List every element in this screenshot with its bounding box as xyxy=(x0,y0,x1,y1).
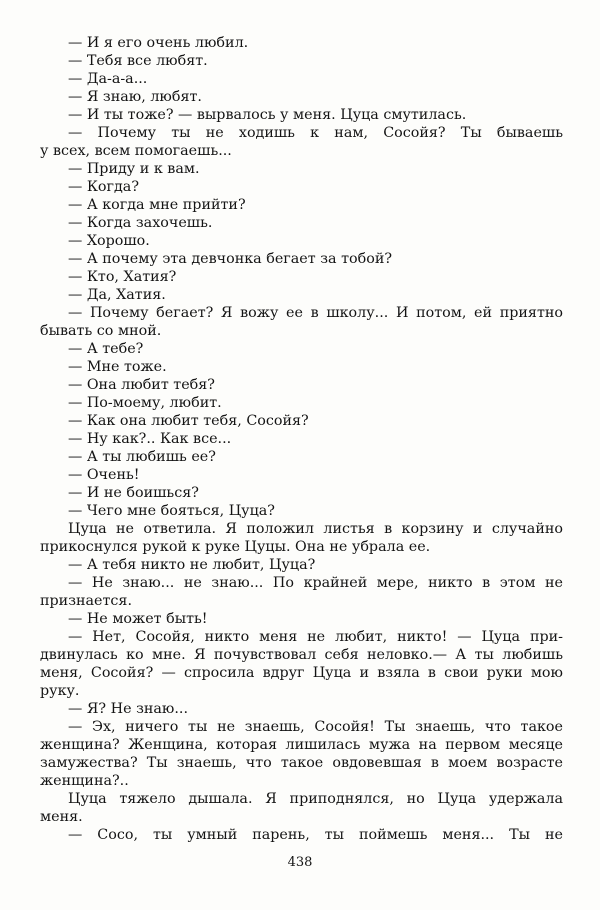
text-line: женщина?.. xyxy=(40,773,129,789)
text-line: меня. xyxy=(40,809,83,825)
text-line: — А тебе? xyxy=(68,341,144,357)
text-line: — Она любит тебя? xyxy=(68,377,215,393)
text-line: — По-моему, любит. xyxy=(68,395,222,411)
text-line: — Да, Хатия. xyxy=(68,287,166,303)
body-text xyxy=(40,34,563,844)
text-line: — Не может быть! xyxy=(68,611,208,627)
text-line: двинулась ко мне. Я почувствовал себя неловко.— А ты любишь xyxy=(40,647,563,663)
text-line: — Я? Не знаю... xyxy=(68,701,189,717)
text-line: — Да-а-а... xyxy=(68,71,148,87)
text-line: — А почему эта девчонка бегает за тобой? xyxy=(68,251,393,267)
text-line: — Я знаю, любят. xyxy=(68,89,202,105)
text-line: — Очень! xyxy=(68,467,140,483)
text-line: — Почему бегает? Я вожу ее в школу... И потом, ей приятно xyxy=(68,305,563,321)
text-line: — Эх, ничего ты не знаешь, Сосойя! Ты знаешь, что такое xyxy=(68,719,563,735)
text-line: — Нет, Сосойя, никто меня не любит, никто! — Цуца при- xyxy=(68,629,563,645)
text-line: — А ты любишь ее? xyxy=(68,449,216,465)
text-line: прикоснулся рукой к руке Цуцы. Она не убрала ее. xyxy=(40,539,431,555)
text-line: руку. xyxy=(40,683,80,699)
text-line: — А тебя никто не любит, Цуца? xyxy=(68,557,316,573)
text-line: — И я его очень любил. xyxy=(68,35,249,51)
text-line: у всех, всем помогаешь... xyxy=(40,143,232,159)
text-line: — Тебя все любят. xyxy=(68,53,208,69)
text-line: — Как она любит тебя, Сосойя? xyxy=(68,413,309,429)
text-line: — Когда захочешь. xyxy=(68,215,213,231)
text-line: — И ты тоже? — вырвалось у меня. Цуца смутилась. xyxy=(68,107,467,123)
text-line: — Хорошо. xyxy=(68,233,150,249)
text-line: Цуца тяжело дышала. Я приподнялся, но Цуца удержала xyxy=(68,791,563,807)
text-line: меня, Сосойя? — спросила вдруг Цуца и взяла в свои руки мою xyxy=(40,665,563,681)
text-line: бывать со мной. xyxy=(40,323,162,339)
text-line: замужества? Ты знаешь, что такое овдовевшая в моем возрасте xyxy=(40,755,563,771)
text-line: — Чего мне бояться, Цуца? xyxy=(68,503,275,519)
page-number: 438 xyxy=(287,855,313,870)
text-line: — Почему ты не ходишь к нам, Сосойя? Ты бываешь xyxy=(68,125,563,141)
text-line: признается. xyxy=(40,593,133,609)
text-line: — Кто, Хатия? xyxy=(68,269,177,285)
text-line: — Когда? xyxy=(68,179,139,195)
text-line: женщина? Женщина, которая лишилась мужа на первом месяце xyxy=(40,737,563,753)
text-line: — Ну как?.. Как все... xyxy=(68,431,232,447)
text-line: — Не знаю... не знаю... По крайней мере, никто в этом не xyxy=(68,575,563,591)
text-line: — А когда мне прийти? xyxy=(68,197,246,213)
text-line: — Сосо, ты умный парень, ты поймешь меня... Ты не xyxy=(68,827,563,843)
text-line: Цуца не ответила. Я положил листья в корзину и случайно xyxy=(68,521,563,537)
text-line: — Мне тоже. xyxy=(68,359,167,375)
text-line: — Приду и к вам. xyxy=(68,161,200,177)
text-line: — И не боишься? xyxy=(68,485,199,501)
